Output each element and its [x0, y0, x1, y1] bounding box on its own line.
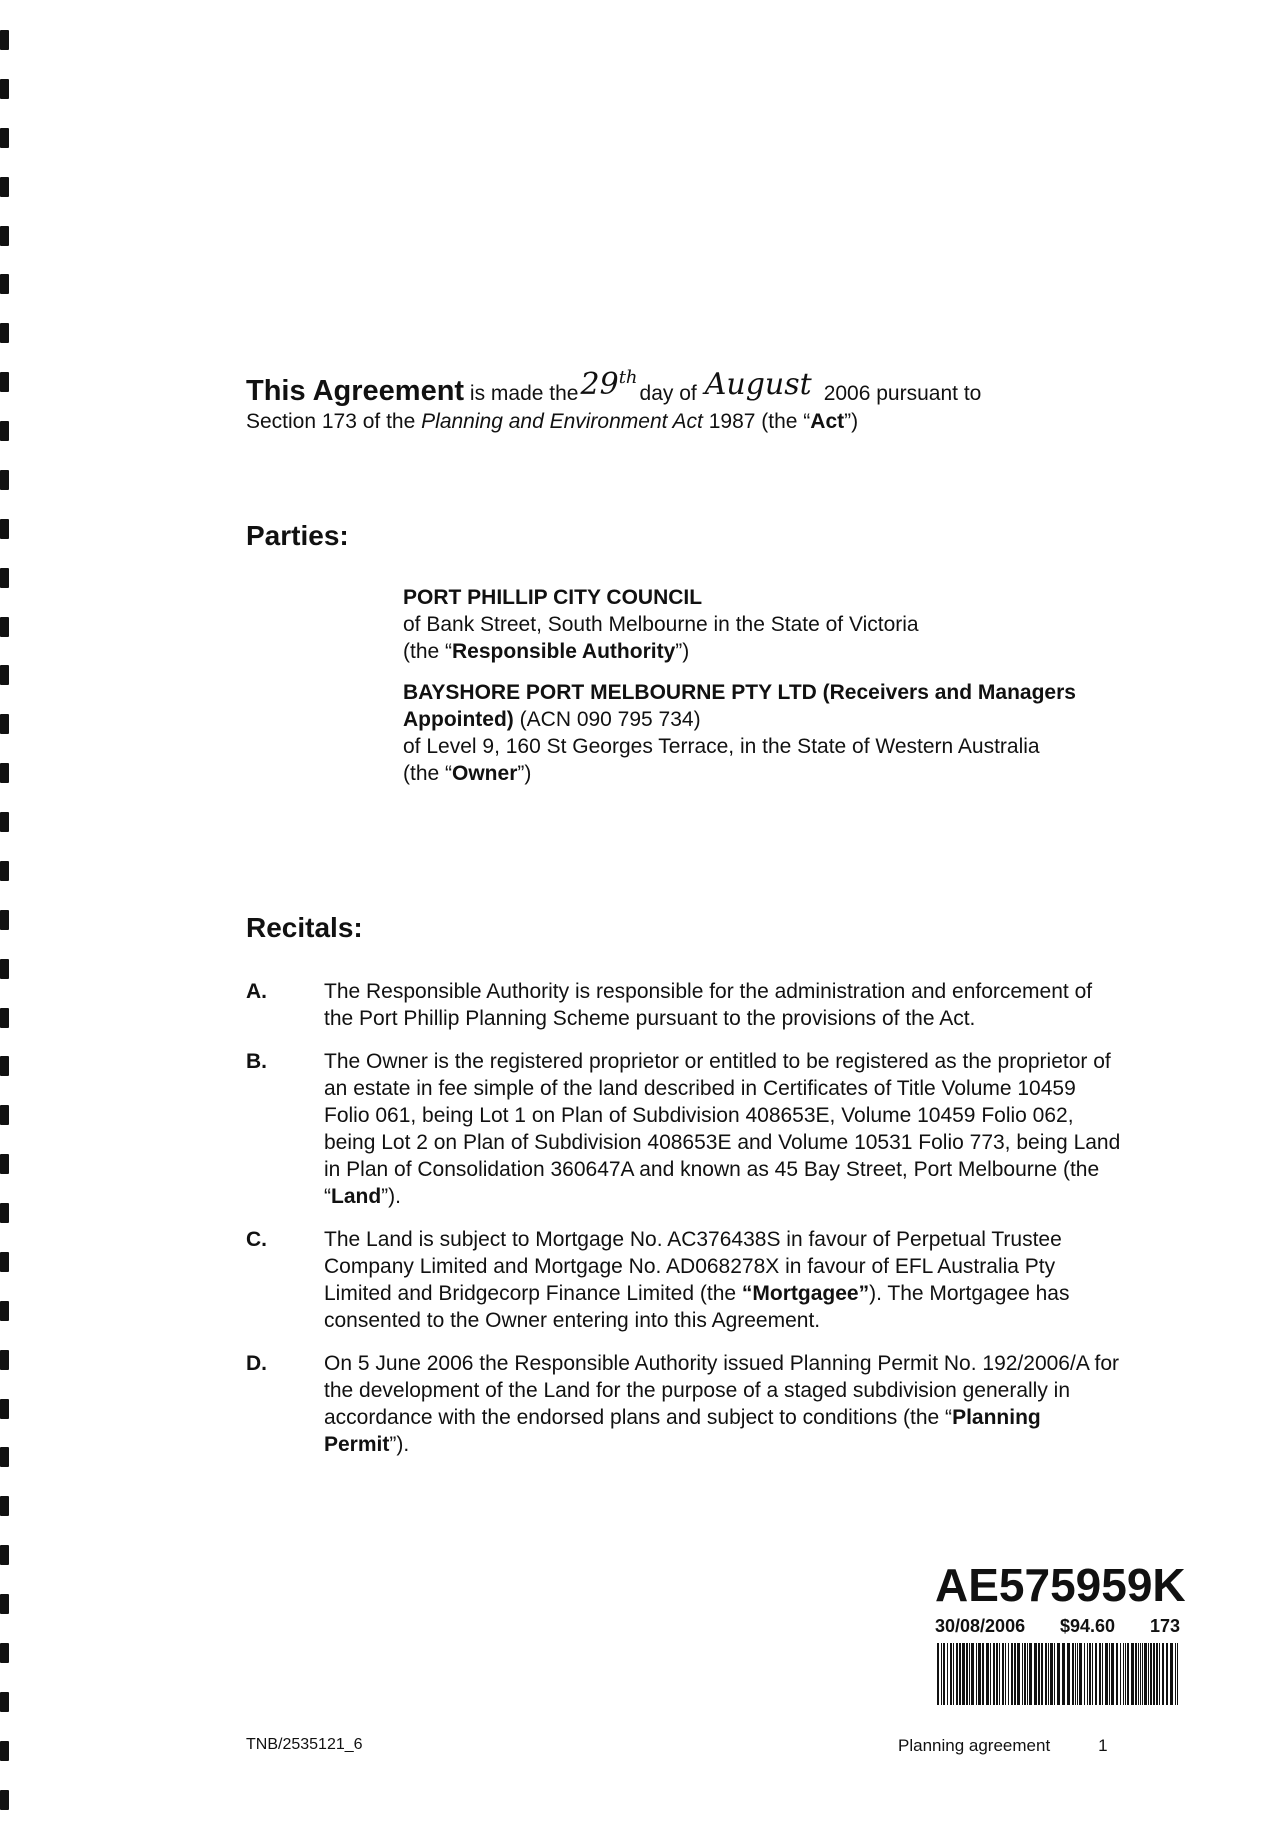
recital-letter: A.	[246, 980, 267, 1003]
intro-text-6: ”)	[844, 410, 859, 433]
binding-hole	[0, 470, 9, 490]
barcode-bar	[993, 1643, 995, 1705]
barcode-bar	[1148, 1643, 1149, 1705]
stamp-meta	[935, 1616, 1180, 1637]
barcode-bar	[1123, 1643, 1124, 1705]
registration-stamp	[935, 1560, 1195, 1710]
barcode-bar	[1150, 1643, 1152, 1705]
recital-text: The Land is subject to Mortgage No. AC376438S in favour of Perpetual Trustee Company Limited and Mortgage No. AD068278X in favour of EFL Australia Pty Limited and Bridgecorp Finance Limited (the “Mortgagee”). The Mortgagee has consented to the Owner entering into this Agreement.	[324, 1228, 1070, 1332]
barcode-bar	[1017, 1643, 1020, 1705]
binding-hole	[0, 1056, 9, 1076]
barcode-bar	[937, 1643, 939, 1705]
barcode-bar	[1048, 1643, 1049, 1705]
barcode-bar	[1011, 1643, 1013, 1705]
binding-hole	[0, 1154, 9, 1174]
barcode-bar	[986, 1643, 989, 1705]
barcode-bar	[990, 1643, 991, 1705]
barcode-bar	[1138, 1643, 1139, 1705]
barcode-bar	[1140, 1643, 1141, 1705]
footer-right	[898, 1736, 1108, 1756]
barcode-bar	[1067, 1643, 1070, 1705]
stamp-amount: $94.60	[1059, 1616, 1116, 1636]
barcode-bar	[1175, 1643, 1176, 1705]
handwritten-day: 29th	[580, 367, 638, 402]
barcode-bar	[1131, 1643, 1134, 1705]
page-number: 1	[1098, 1736, 1108, 1755]
barcode-bar	[966, 1643, 968, 1705]
recitals-heading: Recitals:	[246, 912, 363, 943]
binding-hole	[0, 714, 9, 734]
party-owner	[403, 679, 1103, 787]
council-address: of Bank Street, South Melbourne in the State of Victoria	[403, 613, 919, 636]
binding-hole	[0, 665, 9, 685]
stamp-date: 30/08/2006	[935, 1616, 1026, 1636]
barcode-bar	[1045, 1643, 1047, 1705]
binding-hole	[0, 1350, 9, 1370]
barcode-bar	[1022, 1643, 1023, 1705]
barcode-bar	[959, 1643, 961, 1705]
barcode-bar	[962, 1643, 965, 1705]
barcode-bar	[941, 1643, 942, 1705]
barcode-bar	[1142, 1643, 1143, 1705]
dealing-number: AE575959K	[935, 1559, 1186, 1611]
intro-text-1: is made the	[464, 382, 579, 405]
barcode-bar	[1144, 1643, 1147, 1705]
barcode-bar	[1125, 1643, 1126, 1705]
intro-text-4: Section 173 of the	[246, 410, 422, 433]
binding-hole	[0, 30, 9, 50]
footer-doc-label: Planning agreement	[898, 1736, 1051, 1755]
footer-reference: TNB/2535121_6	[246, 1736, 363, 1753]
binding-hole	[0, 1252, 9, 1272]
council-name: PORT PHILLIP CITY COUNCIL	[403, 586, 703, 609]
recitals-list	[246, 978, 1126, 1474]
recital-item	[246, 978, 1126, 1032]
barcode-bar	[953, 1643, 954, 1705]
owner-role: (the “Owner”)	[403, 762, 532, 785]
barcode-bar	[1111, 1643, 1114, 1705]
barcode-bar	[1092, 1643, 1093, 1705]
binding-hole	[0, 79, 9, 99]
owner-name-line	[403, 679, 1103, 733]
barcode-bar	[1087, 1643, 1088, 1705]
binding-hole	[0, 323, 9, 343]
agreement-title: This Agreement	[246, 375, 465, 407]
parties-list	[403, 584, 1103, 801]
stamp-section: 173	[1149, 1616, 1180, 1636]
act-name: Planning and Environment Act	[421, 410, 703, 433]
binding-hole	[0, 226, 9, 246]
binding-hole	[0, 1203, 9, 1223]
binding-hole	[0, 1399, 9, 1419]
barcode-bar	[1116, 1643, 1118, 1705]
binding-hole	[0, 1105, 9, 1125]
barcode-bar	[1079, 1643, 1082, 1705]
binding-hole	[0, 421, 9, 441]
barcode-bar	[956, 1643, 958, 1705]
binding-hole	[0, 1008, 9, 1028]
recital-item	[246, 1048, 1126, 1210]
barcode-bar	[1135, 1643, 1137, 1705]
binding-hole	[0, 763, 9, 783]
recital-text: On 5 June 2006 the Responsible Authority issued Planning Permit No. 192/2006/A for the development of the Land for the purpose of a staged subdivision generally in accordance with the endorsed plans and subject to conditions (the “Planning Permit”).	[324, 1352, 1120, 1456]
binding-hole	[0, 568, 9, 588]
recital-item	[246, 1226, 1126, 1334]
binding-holes	[0, 30, 14, 1810]
barcode-bar	[1029, 1643, 1032, 1705]
barcode-bar	[978, 1643, 981, 1705]
barcode-bar	[1050, 1643, 1053, 1705]
council-role: (the “Responsible Authority”)	[403, 640, 690, 663]
barcode-bar	[947, 1643, 948, 1705]
binding-hole	[0, 1594, 9, 1614]
binding-hole	[0, 861, 9, 881]
barcode-bar	[1014, 1643, 1016, 1705]
barcode-bar	[1038, 1643, 1040, 1705]
binding-hole	[0, 1692, 9, 1712]
recital-letter: D.	[246, 1352, 267, 1375]
barcode-bar	[1170, 1643, 1173, 1705]
barcode-bar	[1120, 1643, 1121, 1705]
binding-hole	[0, 959, 9, 979]
barcode-bar	[1062, 1643, 1065, 1705]
barcode-bar	[950, 1643, 952, 1705]
binding-hole	[0, 1496, 9, 1516]
recital-letter: C.	[246, 1228, 267, 1251]
owner-acn: (ACN 090 795 734)	[513, 708, 701, 731]
binding-hole	[0, 274, 9, 294]
recital-item	[246, 1350, 1126, 1458]
parties-heading: Parties:	[246, 520, 349, 551]
barcode-bar	[1024, 1643, 1026, 1705]
barcode-bar	[1156, 1643, 1158, 1705]
barcode-bar	[969, 1643, 970, 1705]
barcode-bar	[1008, 1643, 1009, 1705]
barcode-bar	[1153, 1643, 1155, 1705]
binding-hole	[0, 1447, 9, 1467]
barcode-bar	[976, 1643, 977, 1705]
barcode-bar	[971, 1643, 974, 1705]
binding-hole	[0, 372, 9, 392]
barcode-bar	[1084, 1643, 1085, 1705]
barcode-bar	[1162, 1643, 1164, 1705]
intro-text-5: 1987 (the “	[702, 410, 811, 433]
barcode-bar	[1054, 1643, 1055, 1705]
intro-text-2: day of	[639, 382, 697, 405]
barcode-bar	[1057, 1643, 1060, 1705]
barcode-bar	[1005, 1643, 1006, 1705]
binding-hole	[0, 617, 9, 637]
handwritten-month: August	[704, 367, 812, 402]
barcode-bar	[1002, 1643, 1004, 1705]
barcode-bar	[1075, 1643, 1076, 1705]
barcode-graphic	[935, 1643, 1180, 1705]
binding-hole	[0, 519, 9, 539]
binding-hole	[0, 128, 9, 148]
barcode-bar	[996, 1643, 998, 1705]
binding-hole	[0, 910, 9, 930]
barcode-bar	[1099, 1643, 1101, 1705]
barcode-bar	[1027, 1643, 1028, 1705]
barcode-bar	[999, 1643, 1000, 1705]
act-short-name: Act	[810, 410, 845, 433]
barcode-bar	[1159, 1643, 1160, 1705]
binding-hole	[0, 1790, 9, 1810]
intro-text-3: 2006 pursuant to	[823, 382, 982, 405]
barcode-bar	[982, 1643, 984, 1705]
binding-hole	[0, 1643, 9, 1663]
barcode-bar	[1072, 1643, 1074, 1705]
barcode-bar	[1034, 1643, 1037, 1705]
barcode-bar	[943, 1643, 945, 1705]
owner-name: BAYSHORE PORT MELBOURNE PTY LTD (Receivers and Managers Appointed)	[403, 681, 1076, 731]
binding-hole	[0, 1741, 9, 1761]
barcode-bar	[1109, 1643, 1110, 1705]
barcode-bar	[1077, 1643, 1078, 1705]
agreement-intro	[246, 367, 1066, 436]
barcode-bar	[1089, 1643, 1091, 1705]
party-council	[403, 584, 1103, 665]
recital-text: The Owner is the registered proprietor or entitled to be registered as the proprietor of an estate in fee simple of the land described in Certificates of Title Volume 10459 Folio 061, being Lot 1 on Plan of Subdivision 408653E, Volume 10459 Folio 062, being Lot 2 on Plan of Subdivision 408653E and Volume 10531 Folio 773, being Land in Plan of Consolidation 360647A and known as 45 Bay Street, Port Melbourne (the “Land”).	[324, 1050, 1121, 1208]
owner-address: of Level 9, 160 St Georges Terrace, in the State of Western Australia	[403, 735, 1040, 758]
binding-hole	[0, 177, 9, 197]
recital-letter: B.	[246, 1050, 267, 1073]
barcode-bar	[1166, 1643, 1168, 1705]
barcode-bar	[1105, 1643, 1108, 1705]
barcode-bar	[1177, 1643, 1178, 1705]
recital-text: The Responsible Authority is responsible for the administration and enforcement of the Port Phillip Planning Scheme pursuant to the provisions of the Act.	[324, 980, 1093, 1030]
binding-hole	[0, 1545, 9, 1565]
barcode-bar	[1127, 1643, 1129, 1705]
binding-hole	[0, 812, 9, 832]
barcode-bar	[1102, 1643, 1103, 1705]
binding-hole	[0, 1301, 9, 1321]
barcode-bar	[1041, 1643, 1043, 1705]
barcode-bar	[1095, 1643, 1097, 1705]
